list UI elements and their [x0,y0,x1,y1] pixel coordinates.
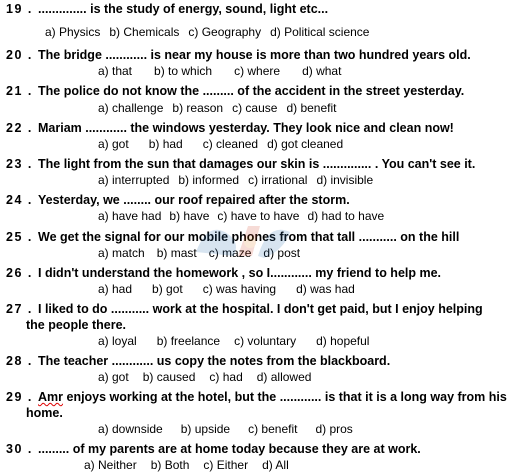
option-c: c) irrational [248,173,308,187]
option-d: d) hopeful [316,334,370,348]
option-c: c) benefit [248,422,298,436]
option-a: a) Physics [45,25,101,39]
option-b: b) caused [142,370,196,384]
option-c: c) cause [232,101,278,115]
option-d: d) All [262,458,289,472]
option-b: b) informed [178,173,240,187]
question-number: 24 . [6,193,33,207]
options-row [98,173,373,187]
option-b: b) Chemicals [109,25,180,39]
option-a: a) Neither [84,458,137,472]
option-c: c) voluntary [234,334,297,348]
option-a: a) had [98,282,133,296]
option-a: a) challenge [98,101,164,115]
option-a: a) got [98,370,129,384]
question-number: 28 . [6,354,33,368]
option-d: d) invisible [316,173,374,187]
options-row [98,422,353,436]
question-number: 29 . [6,390,33,404]
option-a: a) loyal [98,334,137,348]
option-a: a) match [98,246,145,260]
option-b: b) reason [172,101,224,115]
option-b: b) have [169,209,210,223]
question-text: .............. is the study of energy, sound, light etc... [38,2,329,16]
question-text: The light from the sun that damages our skin is .............. . You can't see it. [38,157,476,171]
question-number: 20 . [6,48,33,62]
question-number: 25 . [6,230,33,244]
question-text-continued: home. [26,406,63,420]
option-d: d) pros [315,422,353,436]
option-c: c) cleaned [202,137,259,151]
option-b: b) got [152,282,183,296]
question-number: 27 . [6,302,33,316]
options-row [98,246,300,260]
options-row [98,282,355,296]
question-text: Yesterday, we ........ our roof repaired after the storm. [38,193,350,207]
question-number: 21 . [6,84,33,98]
option-d: d) Political science [270,25,370,39]
options-row [98,370,311,384]
option-a: a) that [98,64,133,78]
option-b: b) to which [154,64,213,78]
options-row [98,64,341,78]
question-number: 19 . [6,2,33,16]
options-row [98,334,369,348]
question-text: The teacher ............ us copy the notes from the blackboard. [38,354,391,368]
option-d: d) had to have [307,209,385,223]
question-number: 26 . [6,266,33,280]
question-text: We get the signal for our mobile phones from that tall ........... on the hill [38,230,460,244]
option-d: d) post [263,246,301,260]
misspelled-word: Amr [38,390,64,404]
question-number: 23 . [6,157,33,171]
question-text-continued: the people there. [26,318,127,332]
option-d: d) was had [296,282,355,296]
question-text: I didn't understand the homework , so I............ my friend to help me. [38,266,442,280]
option-d: d) benefit [286,101,337,115]
option-b: b) freelance [156,334,221,348]
option-c: c) where [234,64,281,78]
option-d: d) allowed [256,370,312,384]
option-a: a) downside [98,422,163,436]
option-c: c) maze [208,246,252,260]
option-c: c) was having [202,282,277,296]
option-a: a) interrupted [98,173,170,187]
question-number: 22 . [6,121,33,135]
question-text: The bridge ............ is near my house is more than two hundred years old. [38,48,471,62]
options-row [45,25,369,39]
options-row [84,458,289,472]
question-text: ......... of my parents are at home today because they are at work. [38,442,421,456]
option-a: a) got [98,137,129,151]
option-b: b) Both [150,458,190,472]
question-text: The police do not know the ......... of the accident in the street yesterday. [38,84,465,98]
option-c: c) Either [203,458,249,472]
option-b: b) had [148,137,183,151]
option-b: b) upside [180,422,231,436]
option-d: d) got cleaned [267,137,344,151]
option-a: a) have had [98,209,162,223]
question-number: 30 . [6,442,33,456]
option-c: c) had [209,370,243,384]
option-c: c) Geography [188,25,262,39]
options-row [98,137,343,151]
question-text: I liked to do ........... work at the hospital. I don't get paid, but I enjoy helping [38,302,483,316]
option-d: d) what [302,64,342,78]
option-b: b) mast [156,246,197,260]
question-text: Mariam ............ the windows yesterday. They look nice and clean now! [38,121,454,135]
options-row [98,101,337,115]
option-c: c) have to have [217,209,300,223]
options-row [98,209,384,223]
question-text: enjoys working at the hotel, but the ............ is that it is a long way from his [63,390,507,404]
